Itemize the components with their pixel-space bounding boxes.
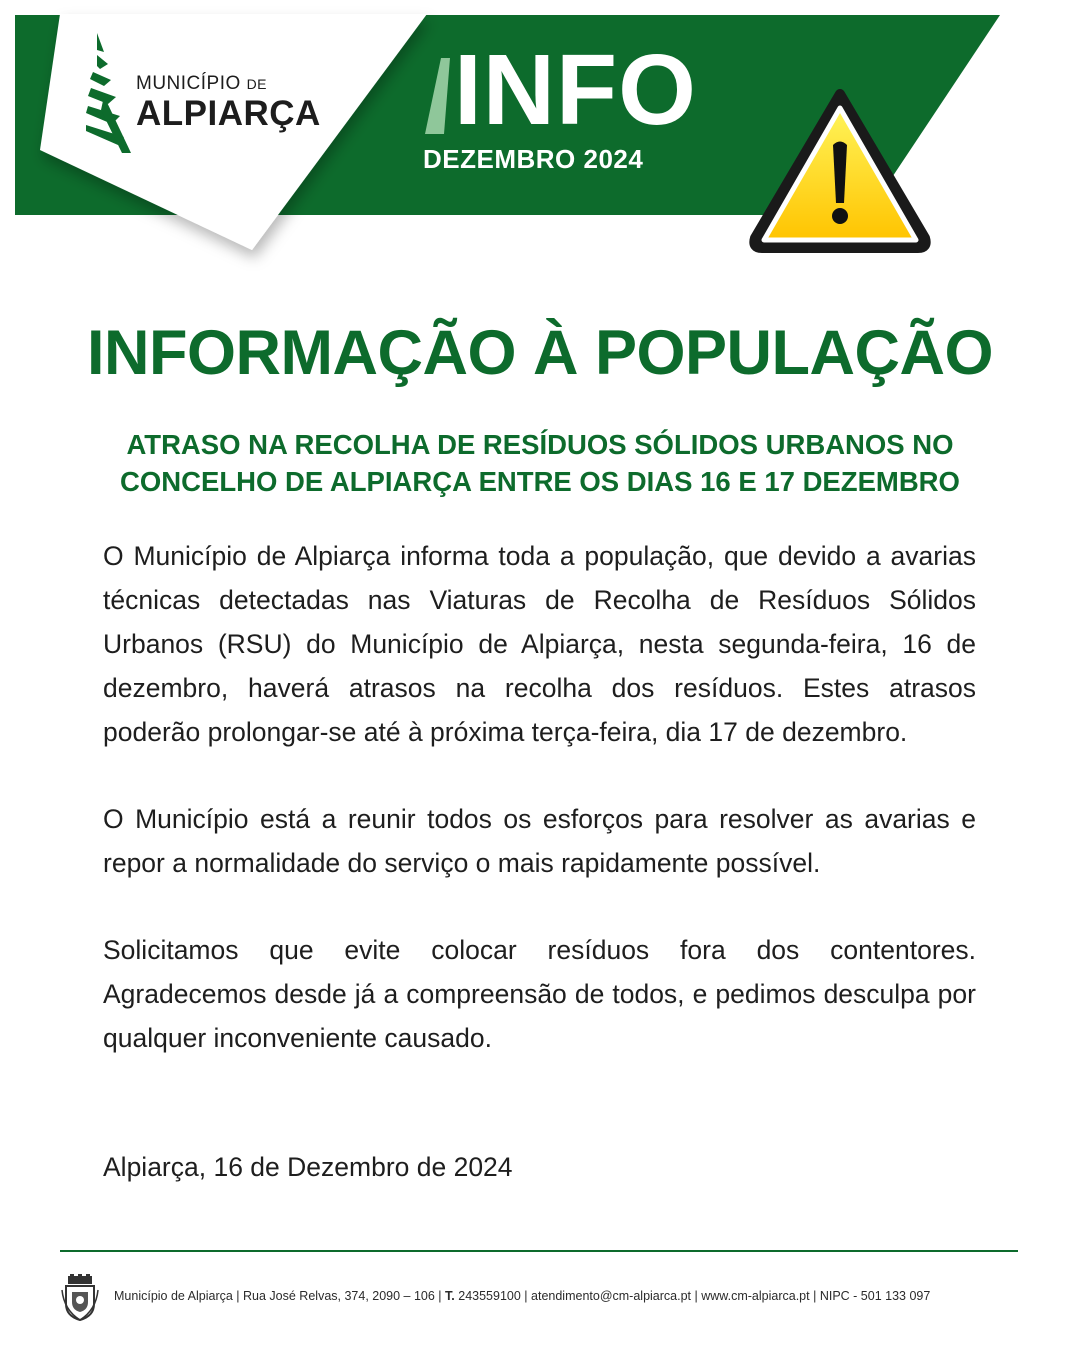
footer-org: Município de Alpiarça bbox=[114, 1289, 233, 1303]
municipal-crest-icon bbox=[60, 1274, 100, 1322]
paragraph-1: O Município de Alpiarça informa toda a população, que devido a avarias técnicas detectadas nas Viaturas de Recolha de Resíduos Sólidos Urbanos (RSU) do Município de Alpiarça, nesta segunda-feira, 16 de dezembro, haverá atrasos na recolha dos resíduos. Estes atrasos poderão prolongar-se até à próxima terça-feira, dia 17 de dezembro. bbox=[103, 541, 976, 747]
subtitle bbox=[60, 426, 1020, 500]
subtitle-line-1: ATRASO NA RECOLHA DE RESÍDUOS SÓLIDOS URBANOS NO bbox=[126, 429, 954, 460]
logo-line-1: MUNICÍPIO DE bbox=[136, 73, 268, 94]
info-date: DEZEMBRO 2024 bbox=[423, 144, 644, 174]
footer-phone-label: T. bbox=[445, 1289, 455, 1303]
paragraph-3: Solicitamos que evite colocar resíduos fora dos contentores. Agradecemos desde já a compreensão de todos, e pedimos desculpa por qualquer inconveniente causado. bbox=[103, 935, 976, 1053]
footer-phone: 243559100 bbox=[458, 1289, 521, 1303]
announcement-body bbox=[103, 534, 976, 1103]
footer-email[interactable]: atendimento@cm-alpiarca.pt bbox=[531, 1289, 692, 1303]
paragraph-2: O Município está a reunir todos os esforços para resolver as avarias e repor a normalidade do serviço o mais rapidamente possível. bbox=[103, 804, 976, 878]
signoff-date: Alpiarça, 16 de Dezembro de 2024 bbox=[103, 1152, 513, 1182]
footer-nipc-label: NIPC - bbox=[819, 1289, 858, 1303]
footer-contact: Município de Alpiarça | Rua José Relvas, 374, 2090 – 106 | T. 243559100 | atendimento@cm-alpiarca.pt | www.cm-alpiarca.pt | NIPC - 501 133 097 bbox=[114, 1289, 931, 1303]
footer-address: Rua José Relvas, 374, 2090 – 106 bbox=[243, 1289, 435, 1303]
main-title: INFORMAÇÃO À POPULAÇÃO bbox=[87, 318, 993, 388]
subtitle-line-2: CONCELHO DE ALPIARÇA ENTRE OS DIAS 16 E 17 DEZEMBRO bbox=[120, 466, 960, 497]
footer-divider bbox=[60, 1250, 1018, 1252]
footer-website[interactable]: www.cm-alpiarca.pt bbox=[701, 1289, 810, 1303]
footer-nipc: 501 133 097 bbox=[860, 1289, 931, 1303]
municipality-logo-text bbox=[136, 74, 321, 131]
header-banner bbox=[0, 0, 1080, 300]
logo-line-2: ALPIARÇA bbox=[136, 94, 321, 133]
info-heading: INFO bbox=[454, 34, 697, 146]
